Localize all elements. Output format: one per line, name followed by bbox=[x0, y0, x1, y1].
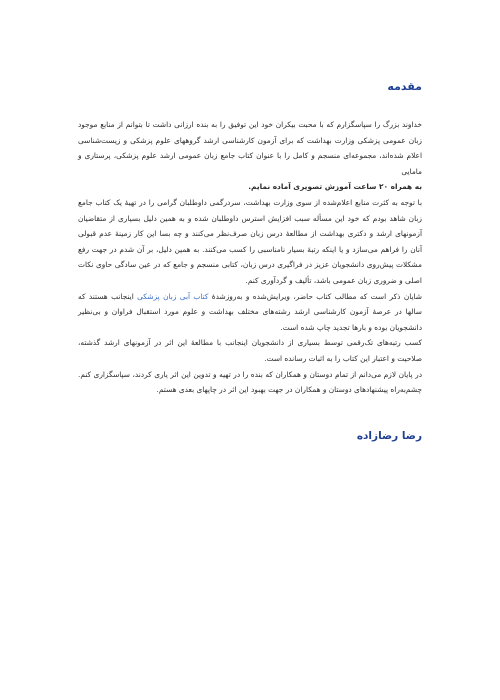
paragraph-thanks: خداوند بزرگ را سپاسگزارم که با محبت بیکران خود این توفیق را به بنده ارزانی داشت تا بتوانم از منابع موجود زبان عمومی پزشکی وزارت بهداشت که برای آزمون کارشناسی ارشد گروههای علوم پزشکی و زیست‌شناسی اعلام شده‌اند، مجموعه‌ای منسجم و کامل را با عنوان کتاب جامع زبان عمومی ارشد علوم پزشکی، پرستاری و مامایی bbox=[78, 120, 422, 176]
paragraph-source-book bbox=[78, 289, 422, 336]
paragraph-source-book-after: اینجانب هستند که سالها در عرصهٔ آزمون کارشناسی ارشد رشته‌های مختلف بهداشت و علوم مورد استقبال فراوان و بی‌نظیر دانشجویان بوده و بارها تجدید چاپ شده است. bbox=[78, 291, 422, 332]
author-signature: رضا رضازاده bbox=[356, 430, 422, 442]
paragraph-source-book-before: شایان ذکر است که مطالب کتاب حاضر، ویرایش‌شده و به‌روزشدهٔ bbox=[208, 291, 423, 301]
paragraph-acknowledgement: در پایان لازم می‌دانم از تمام دوستان و همکاران که بنده را در تهیه و تدوین این اثر یاری کردند، سپاسگزاری کنم. چشم‌به‌راه پیشنهادهای دوستان و همکاران در جهت بهبود این اثر در چاپهای بعدی هستم. bbox=[78, 369, 422, 395]
paragraph-video-note: به همراه ۲۰ ساعت آموزش تصویری آماده نمایم. bbox=[248, 182, 422, 192]
document-body bbox=[78, 117, 422, 398]
page-title: مقدمه bbox=[387, 80, 422, 93]
highlighted-book-title: کتاب آبی زبان پزشکی bbox=[137, 291, 209, 301]
paragraph-motivation: با توجه به کثرت منابع اعلام‌شده از سوی وزارت بهداشت، سردرگمی داوطلبان گرامی را در تهیهٔ یک کتاب جامع زبان شاهد بودم که خود این مسأله سبب افزایش استرس داوطلبان شده و به همین دلیل بسیاری از متقاضیان آزمونهای ارشد و دکتری بهداشت از مطالعهٔ درس زبان صرف‌نظر می‌کنند و چه بسا این کار زمینهٔ عدم قبولی آنان را فراهم می‌سازد و یا اینکه رتبهٔ بسیار نامناسبی را کسب می‌کنند. به همین دلیل، بر آن شدم در جهت رفع مشکلات پیش‌روی دانشجویان عزیز در فراگیری درس زبان، کتابی منسجم و جامع که در عین سادگی حاوی نکات اصلی و ضروری زبان عمومی باشد، تألیف و گردآوری کنم. bbox=[78, 197, 422, 285]
paragraph-results: کسب رتبه‌های تک‌رقمی توسط بسیاری از دانشجویان اینجانب با مطالعهٔ این اثر در آزمونهای ارشد گذشته، صلاحیت و اعتبار این کتاب را به اثبات رسانده است. bbox=[78, 338, 422, 363]
